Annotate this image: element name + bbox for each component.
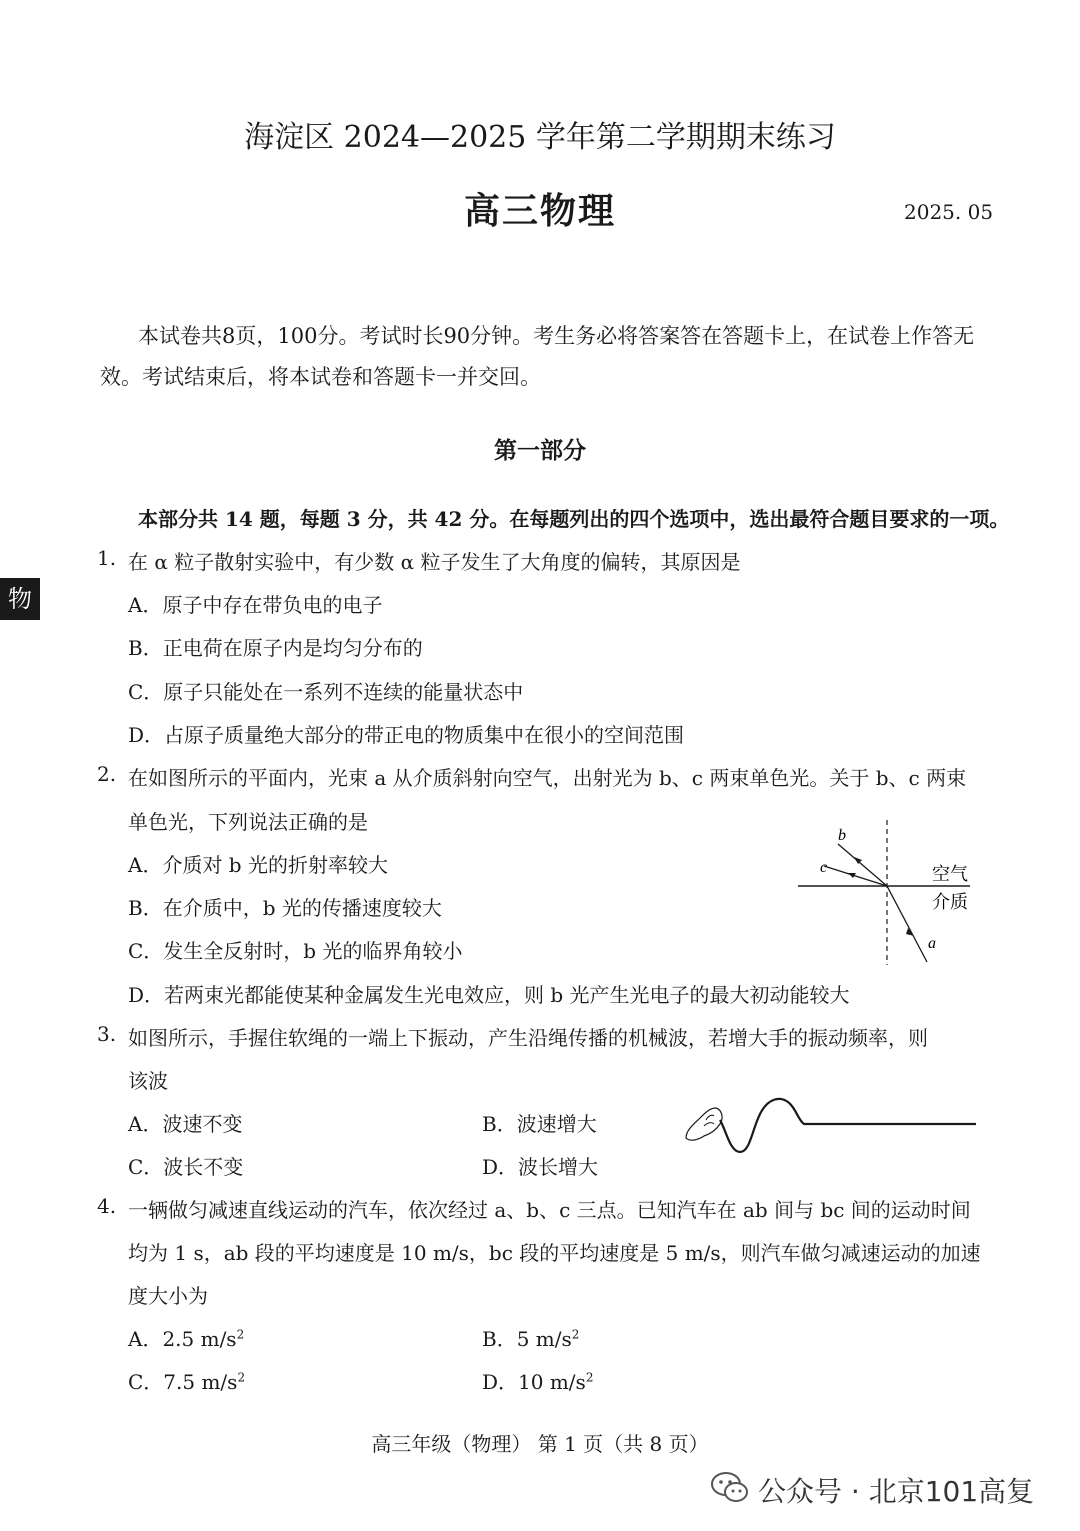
question-2-option-a: A．介质对 b 光的折射率较大 [128,853,388,877]
intro-line-1: 本试卷共8页，100分。考试时长90分钟。考生务必将答案答在答题卡上，在试卷上作答无 [138,324,975,348]
question-1-option-a: A．原子中存在带负电的电子 [128,593,383,617]
question-4-text-line-2: 均为 1 s，ab 段的平均速度是 10 m/s，bc 段的平均速度是 5 m/s，则汽车做匀减速运动的加速 [128,1241,981,1265]
question-3-text-line-2: 该波 [128,1069,168,1093]
superscript: 2 [236,1327,245,1342]
question-2-text-line-1: 在如图所示的平面内，光束 a 从介质斜射向空气，出射光为 b、c 两束单色光。关于 b、c 两束 [128,766,967,790]
question-3-option-d: D．波长增大 [482,1155,599,1179]
question-1-text: 在 α 粒子散射实验中，有少数 α 粒子发生了大角度的偏转，其原因是 [128,550,741,574]
question-4-text-line-3: 度大小为 [128,1284,208,1308]
hand-fingers [704,1115,714,1126]
section-title: 第一部分 [494,437,586,464]
question-2-text-line-2: 单色光，下列说法正确的是 [128,810,368,834]
question-4-option-c-text: C．7.5 m/s [128,1370,238,1394]
question-4-text-line-1: 一辆做匀减速直线运动的汽车，依次经过 a、b、c 三点。已知汽车在 ab 间与 bc 间的运动时间 [128,1198,971,1222]
label-medium: 介质 [932,892,968,913]
ray-c [824,866,887,886]
intro-line-2: 效。考试结束后，将本试卷和答题卡一并交回。 [100,365,541,389]
question-2-option-c: C．发生全反射时，b 光的临界角较小 [128,939,463,963]
question-1-option-d: D．占原子质量绝大部分的带正电的物质集中在很小的空间范围 [128,723,685,747]
label-air: 空气 [932,864,968,885]
label-a: a [928,935,936,952]
question-4-option-d-text: D．10 m/s [482,1370,586,1394]
question-3-number: 3. [97,1022,117,1046]
question-4-option-b-text: B．5 m/s [482,1327,572,1351]
question-3-option-a: A．波速不变 [128,1112,243,1136]
section-description: 本部分共 14 题，每题 3 分，共 42 分。在每题列出的四个选项中，选出最符合题目要求的一项。 [138,507,1010,531]
exam-date: 2025. 05 [904,200,994,224]
question-4-number: 4. [97,1194,117,1218]
hand-icon [686,1108,722,1140]
question-2-number: 2. [97,762,117,786]
question-4-option-b [482,1323,579,1352]
label-b: b [838,827,846,844]
question-1-option-b: B．正电荷在原子内是均匀分布的 [128,636,423,660]
question-3-option-b: B．波速增大 [482,1112,597,1136]
label-c: c [820,859,828,876]
ray-b [838,844,887,886]
question-2-option-b: B．在介质中，b 光的传播速度较大 [128,896,442,920]
ray-a [887,886,927,962]
question-4-option-a-text: A．2.5 m/s [128,1327,237,1351]
exam-title: 海淀区 2024—2025 学年第二学期期末练习 [244,120,836,155]
rope-wave [720,1099,976,1152]
subject-side-tab: 物 [0,578,40,620]
rope-wave-figure [680,1090,976,1160]
question-4-option-a [128,1323,244,1352]
question-3-option-c: C．波长不变 [128,1155,244,1179]
question-1-option-c: C．原子只能处在一系列不连续的能量状态中 [128,680,524,704]
superscript: 2 [571,1327,580,1342]
superscript: 2 [585,1370,594,1385]
watermark-text: 公众号 · 北京101高复 [758,1475,1035,1508]
question-4-option-c [128,1366,245,1395]
question-3-text-line-1: 如图所示，手握住软绳的一端上下振动，产生沿绳传播的机械波，若增大手的振动频率，则 [128,1026,928,1050]
refraction-diagram [790,820,980,970]
page-footer: 高三年级（物理） 第 1 页（共 8 页） [371,1432,709,1456]
question-2-option-d: D．若两束光都能使某种金属发生光电效应，则 b 光产生光电子的最大初动能较大 [128,983,850,1007]
exam-subject: 高三物理 [463,190,616,232]
question-4-option-d [482,1366,593,1395]
superscript: 2 [237,1370,246,1385]
question-1-number: 1. [97,546,117,570]
wechat-icon [710,1470,750,1504]
